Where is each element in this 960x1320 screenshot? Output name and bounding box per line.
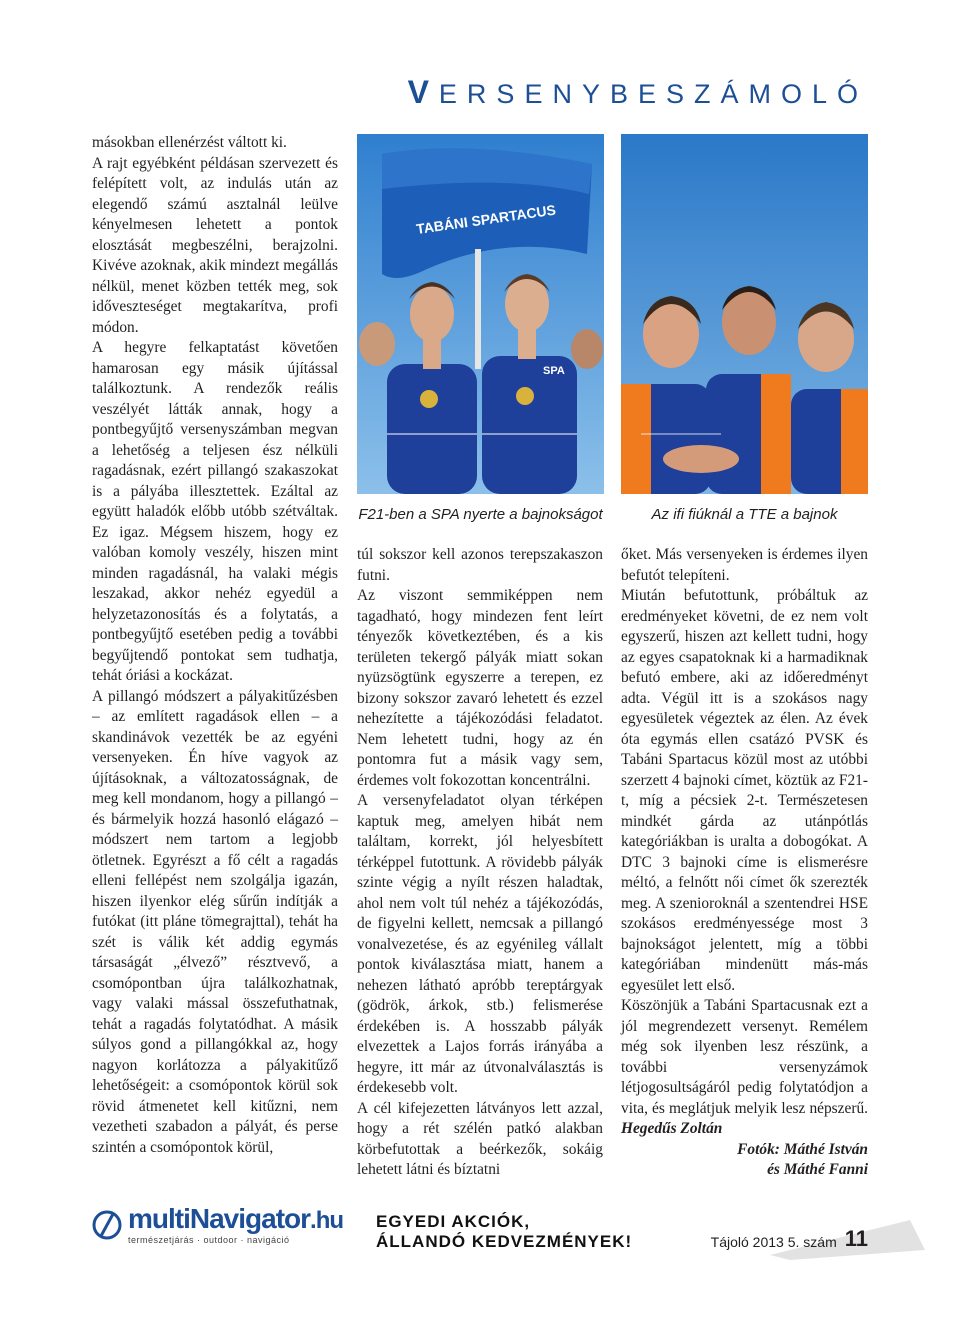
photo-caption-right: Az ifi fiúknál a TTE a bajnok xyxy=(651,506,838,523)
shirt-text: SPA xyxy=(543,365,565,377)
paragraph: A hegyre felkaptatást követően hamarosan egy másik újítással találkoztunk. A rendezők reális veszélyét látták annak, hogy a pontbegyűjtő versenyszámban megvan a lehetőség a teljesen ész nélküli ragadásnak, ezért pillangó szakaszokat is a pályába illesztettek. Ezáltal az együtt haladók előbb utóbb szétváltak. Ez igaz. Mégsem hiszem, hogy ez valóban komoly veszély, hiszen mint minden ragadásnál, ha valaki mégis leszakad, akkor nehéz egyedül a helyzetazonosítás és a folytatás, a pontbegyűjtő esetében pedig a további begyűjtendő pontokat sem tudhatja, tehát óriási a kockázat. xyxy=(92,339,338,684)
ad-slogan xyxy=(376,1212,632,1252)
paragraph xyxy=(621,996,868,1140)
photo-junior-boys xyxy=(621,134,868,494)
ad-line: ÁLLANDÓ KEDVEZMÉNYEK! xyxy=(376,1232,633,1251)
paragraph: másokban ellenérzést váltott ki. xyxy=(92,134,287,151)
photo-caption-left: F21-ben a SPA nyerte a bajnokságot xyxy=(358,506,603,523)
issue-label: Tájoló 2013 5. szám xyxy=(710,1234,837,1250)
page-number: 11 xyxy=(844,1226,868,1251)
photo-credits-line: és Máthé Fanni xyxy=(767,1161,868,1178)
paragraph-text: Köszönjük a Tabáni Spartacusnak ezt a jól megrendezett versenyt. Remélem még sok ilyenben lesz részünk, a további versenyzámok létjogosultságáról pedig folytatódjon a vita, és meglátjuk melyik lesz népszerű. xyxy=(621,997,868,1117)
logo-tagline: természetjárás · outdoor · navigáció xyxy=(128,1235,290,1245)
paragraph: A rajt egyébként példásan szervezett és felépített volt, az indulás után az elegendő számú asztalnál leülve kényelmesen lehetett a pontok elosztását megbeszélni, berajzolni. Kivéve azoknak, akik mindezt megállás nélkül, menet közben tették meg, sok időveszteséget megtakarítva, profi módon. xyxy=(92,154,338,336)
page-footer xyxy=(711,1226,868,1252)
paragraph: Miután befutottunk, próbáltuk az eredményeket követni, de ez nem volt egyszerű, hiszen azt kellett tudni, hogy az egyes csapatoknak ki a harmadiknak befutó embere, aki az időeredményt adta. Végül itt is a szokásos nagy egyesületek végeztek az élen. Az évek óta egymás ellen csatázó PVSK és Tabáni Spartacus közül most az utóbbi szerzett 4 bajnoki címet, köztük az F21-t, míg a pécsiek 2-t. Természetesen mindkét gárda az utánpótlás kategóriákban is uralta a dobogókat. A DTC 3 bajnoki címe is elismerésre méltó, a felnőtt női címet ők szerezték meg. A szenioroknál a szentendrei HSE szokásos eredményessége most 3 bajnokságot jelentett, míg a többi kategóriában mindenütt más-más egyesület lett első. xyxy=(621,587,868,994)
multinavigator-logo xyxy=(92,1205,343,1245)
paragraph: őket. Más versenyeken is érdemes ilyen befutót telepíteni. xyxy=(621,546,868,584)
paragraph: Az viszont semmiképpen nem tagadható, hogy mindezen fent leírt tényezők következtében, és a kis területen tekergő pályák miatt sokan nyüzsögtünk egyszerre a terepen, ez bizony sokszor zavaró lehetett és ezzel nehezítette a tájékozódási feladatot. Nem lehetett tudni, hogy az én pontomra fut a másik vagy sem, érdemes volt fokozottan koncentrálni. xyxy=(357,587,603,789)
logo-text-hu: .hu xyxy=(310,1207,344,1234)
paragraph: A versenyfeladatot olyan térképen kaptuk meg, amelyen hibát nem találtam, korrekt, jól helyesbített térképpel futottunk. A rövidebb pályák szinte végig a nyílt részen haladtak, ahol nem volt túl nehéz a tájékozódás, de figyelni kellett, nemcsak a pillangó vonalvezetése, és az egyénileg vállalt pontok kiválasztása miatt, hanem a nehezen látható apróbb tereptárgyak (gödrök, árkok, stb.) felismerése érdekében is. A hosszabb pályák elvezettek a Lajos forrás irányába a hegyre, itt már az útvonalválasztás is érdekesebb volt. xyxy=(357,792,603,1096)
section-title-rest: ERSENYBESZÁMOLÓ xyxy=(438,79,868,109)
paragraph: A cél kifejezetten látványos lett azzal, hogy a rét szélén patkó alakban körbefutottak a beérkezők, sokáig lehetett látni és bíztatni xyxy=(357,1099,603,1178)
photo-f21-winners xyxy=(357,134,604,494)
article-column-2 xyxy=(357,545,603,1181)
logo-text-multi: multi xyxy=(128,1203,190,1234)
compass-logo-icon xyxy=(92,1208,122,1242)
flag-text: TABÁNI SPARTACUS xyxy=(415,201,557,237)
author-name: Hegedűs Zoltán xyxy=(621,1120,723,1137)
photo-credits-line: Fotók: Máthé István xyxy=(737,1140,868,1158)
paragraph: túl sokszor kell azonos terepszakaszon futni. xyxy=(357,546,603,584)
logo-text-navigator: Navigator xyxy=(189,1203,311,1234)
section-title xyxy=(408,74,868,111)
paragraph: A pillangó módszert a pályakitűzésben – az említett ragadások ellen – a skandinávok vezették be az egyéni versenyeken. Én híve vagyok az újításoknak, a változatosságnak, de meg kell mondanom, hogy a pillangó – és bármelyik hozzá hasonló elágazó – módszert nem tartom a legjobb ötletnek. Egyrészt a fő célt a ragadás elleni fellépést nem szolgálja igazán, hiszen ilyenkor elég sűrűn indítják a futókat (itt pláne tömegrajttal), tehát ha szét is válik két addig egymás társaságát „élvező” résztvevő, a csomópontban újra találkozhatnak, vagy valaki mással összefuthatnak, tehát a ragadás folytatódhat. A másik súlyos gond a pillangókkal az, hogy nagyon korlátozza a pályakitűző lehetőségeit: a csomópontok körül sok rövid átmenetet kell kitűzni, nem vezetheti szabadon a pályát, és perse szintén a csomópontok körül, xyxy=(92,687,338,1156)
article-column-1 xyxy=(92,133,338,1158)
section-title-initial: V xyxy=(407,74,439,110)
ad-line: EGYEDI AKCIÓK, xyxy=(376,1212,531,1231)
article-column-3 xyxy=(621,545,868,1181)
